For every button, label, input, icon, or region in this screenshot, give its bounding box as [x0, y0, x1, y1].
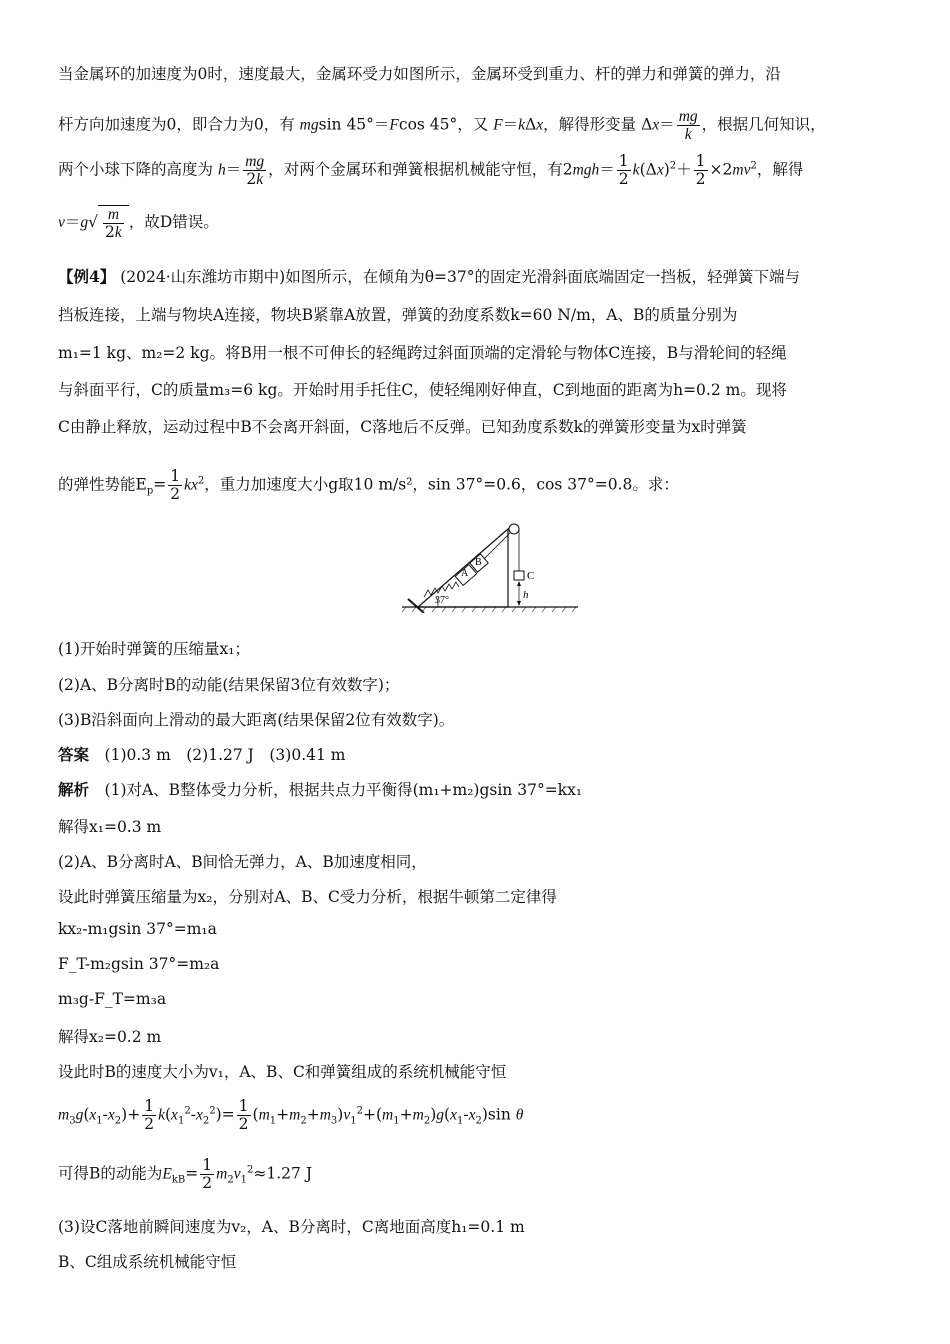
example-line-5: C由静止释放，运动过程中B不会离开斜面，C落地后不反弹。已知劲度系数k的弹簧形变量为x时弹簧	[58, 418, 747, 436]
analysis-line-9: 设此时B的速度大小为v₁，A、B、C和弹簧组成的系统机械能守恒	[58, 1063, 507, 1081]
example-line-6: 的弹性势能$E_p=$ $\frac{1}{2}$ $kx^2$，重力加速度大小g取10 m/s²，sin 37°=0.6，cos 37°=0.8。求：	[58, 467, 679, 504]
question-1: (1)开始时弹簧的压缩量x₁；	[58, 640, 250, 658]
text-line-3-mid: 对两个金属环和弹簧根据机械能守恒，有	[283, 160, 563, 179]
arrow-head-up	[517, 581, 521, 586]
answer-text: (1)0.3 m (2)1.27 J (3)0.41 m	[104, 746, 346, 764]
text-line-4-end: 故D错误。	[144, 213, 219, 232]
analysis-line-11: 可得B的动能为$E_{kB}=$ $\frac{1}{2}$ $m_2v_1^2\approx 1.27$ J	[58, 1156, 313, 1193]
example-p6b: ，重力加速度大小g取10 m/s²，sin 37°=0.6，cos 37°=0.8。求：	[204, 475, 679, 494]
analysis-line-13: B、C组成系统机械能守恒	[58, 1253, 237, 1271]
example-line-2: 挡板连接，上端与物块A连接，物块B紧靠A放置，弹簧的劲度系数k=60 N/m，A、B的质量分别为	[58, 306, 738, 324]
text-line-3-end: 解得	[772, 160, 804, 179]
arrow-head-down	[517, 601, 521, 606]
incline-figure	[400, 515, 580, 613]
analysis-line-12: (3)设C落地前瞬间速度为v₂，A、B分离时，C离地面高度h₁=0.1 m	[58, 1218, 525, 1236]
label-b: B	[475, 557, 482, 568]
text-line-3: 两个小球下降的高度为 h＝ $\frac{mg}{2k}$ ，对两个金属环和弹簧根据机械能守恒，有2mgh＝ $\frac{1}{2}$ $k(\Delta x)^2+$ $\frac{1}{2}$ $\times 2mv^2$，解得	[58, 152, 804, 189]
text-line-1: 当金属环的加速度为0时，速度最大，金属环受力如图所示，金属环受到重力、杆的弹力和弹簧的弹力，沿	[58, 65, 781, 83]
label-c: C	[527, 570, 535, 582]
analysis-label: 解析	[58, 780, 90, 799]
example-tag: 【例4】	[58, 267, 116, 286]
answer-label: 答案	[58, 745, 90, 764]
analysis-l11: 可得B的动能为	[58, 1164, 163, 1183]
question-3: (3)B沿斜面向上滑动的最大距离(结果保留2位有效数字)。	[58, 711, 455, 729]
analysis-line-6: F_T-m₂gsin 37°=m₂a	[58, 955, 220, 973]
ground-hatching	[402, 607, 576, 612]
analysis-line-8: 解得x₂=0.2 m	[58, 1028, 162, 1046]
stopper-plate	[408, 599, 424, 613]
analysis-line-4: 设此时弹簧压缩量为x₂，分别对A、B、C受力分析，根据牛顿第二定律得	[58, 888, 557, 906]
analysis-l1: (1)对A、B整体受力分析，根据共点力平衡得(m₁+m₂)gsin 37°=kx₁	[104, 781, 583, 799]
example-line-4: 与斜面平行，C的质量m₃=6 kg。开始时用手托住C，使轻绳刚好伸直，C到地面的距离为h=0.2 m。现将	[58, 381, 787, 399]
analysis-line-2: 解得x₁=0.3 m	[58, 818, 162, 836]
pulley	[509, 524, 519, 534]
analysis-line-3: (2)A、B分离时A、B间恰无弹力，A、B加速度相同，	[58, 853, 427, 871]
analysis-l11b: ≈1.27 J	[253, 1164, 313, 1183]
text-line-4: v＝g√ $\frac{m}{2k}$ ，故D错误。	[58, 206, 219, 242]
analysis-line-7: m₃g-F_T=m₃a	[58, 990, 167, 1008]
example-line-3: m₁=1 kg、m₂=2 kg。将B用一根不可伸长的轻绳跨过斜面顶端的定滑轮与物体C连接，B与滑轮间的轻绳	[58, 344, 787, 362]
example-line-1	[58, 265, 800, 287]
block-c	[514, 571, 524, 580]
question-2: (2)A、B分离时B的动能(结果保留3位有效数字)；	[58, 676, 400, 694]
analysis-line-1	[58, 778, 582, 800]
label-a: A	[461, 568, 469, 579]
text-line-3-start: 两个小球下降的高度为	[58, 160, 214, 179]
example-source: (2024·山东潍坊市期中)	[120, 268, 286, 286]
example-p6a: 的弹性势能E	[58, 475, 147, 494]
analysis-line-5: kx₂-m₁gsin 37°=m₁a	[58, 920, 217, 938]
angle-label: 37°	[435, 595, 449, 606]
analysis-line-10: $m_3g(x_1-x_2)+$ $\frac{1}{2}$ $k(x_1^2-x_2^2)=$ $\frac{1}{2}$ $(m_1+m_2+m_3)v_1^2+(m_1+m_2)g(x_1-x_2)\sin$ θ	[58, 1097, 524, 1134]
label-h: h	[523, 589, 529, 601]
text-line-2: 杆方向加速度为0，即合力为0，有 mgsin 45°＝Fcos 45°，又 F＝kΔx，解得形变量 Δx＝ $\frac{mg}{k}$ ，根据几何知识，	[58, 108, 826, 144]
text-line-2-end: 根据几何知识，	[717, 115, 826, 134]
example-p1: 如图所示，在倾角为θ=37°的固定光滑斜面底端固定一挡板，轻弹簧下端与	[285, 268, 800, 286]
answer-line	[58, 743, 345, 765]
text-line-2-start: 杆方向加速度为0，即合力为0，有	[58, 115, 295, 134]
